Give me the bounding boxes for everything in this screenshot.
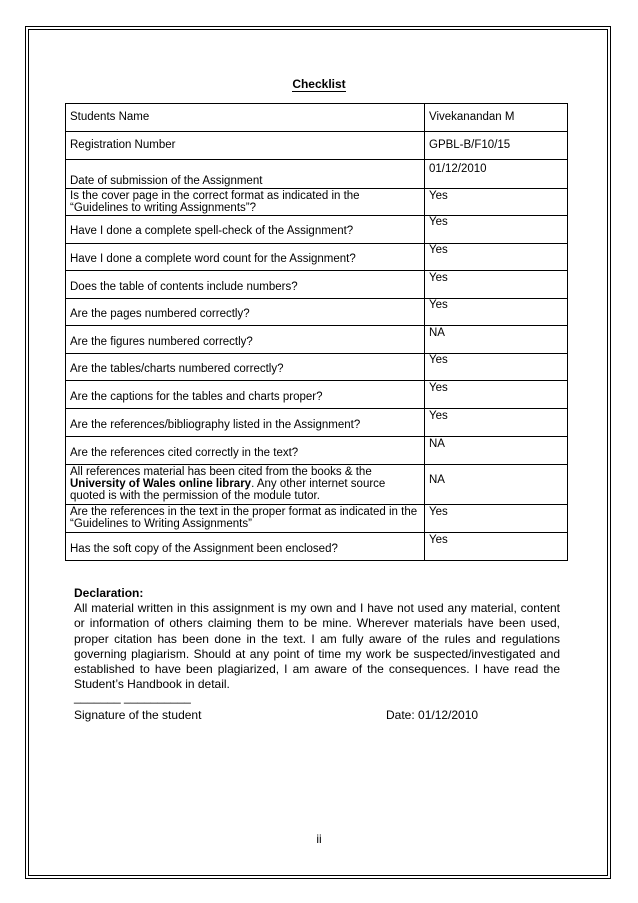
row-answer: NA — [425, 326, 568, 354]
table-row — [66, 409, 568, 437]
row-question: Has the soft copy of the Assignment been enclosed? — [66, 533, 425, 561]
row-answer: Yes — [425, 189, 568, 216]
table-row — [66, 104, 568, 132]
row-question: All references material has been cited from the books & the University of Wales online library. Any other internet source quoted is with the permission of the module tutor. — [66, 465, 425, 505]
signature-line: _______ __________ — [74, 690, 191, 704]
table-row — [66, 533, 568, 561]
declaration-body: All material written in this assignment is my own and I have not used any material, content or information of others claiming them to be mine. Wherever materials have been used, proper citation has been done in the text. I am fully aware of the rules and regulations governing plagiarism. Should at any point of time my work be suspected/investigated and established to have been plagiarized, I am aware of the consequences. I have read the Student’s Handbook in detail. — [74, 601, 560, 692]
row-answer: Yes — [425, 299, 568, 326]
row-answer: Yes — [425, 244, 568, 271]
row-question: Are the figures numbered correctly? — [66, 326, 425, 354]
row-answer: Yes — [425, 354, 568, 381]
page-number: ii — [316, 832, 322, 846]
row-answer: Yes — [425, 381, 568, 409]
table-row — [66, 505, 568, 533]
checklist-table — [65, 103, 568, 561]
row-question: Have I done a complete word count for the Assignment? — [66, 244, 425, 271]
row-answer: Yes — [425, 533, 568, 561]
table-row — [66, 437, 568, 465]
row-answer: 01/12/2010 — [425, 160, 568, 189]
row-question: Is the cover page in the correct format as indicated in the “Guidelines to writing Assignments”? — [66, 189, 425, 216]
row-answer: Yes — [425, 409, 568, 437]
row-question: Are the pages numbered correctly? — [66, 299, 425, 326]
row-answer: Yes — [425, 505, 568, 533]
row-question: Are the tables/charts numbered correctly? — [66, 354, 425, 381]
signature-label: Signature of the student — [74, 708, 202, 722]
row-question: Are the captions for the tables and charts proper? — [66, 381, 425, 409]
table-row — [66, 244, 568, 271]
row-question: Registration Number — [66, 132, 425, 160]
table-row — [66, 326, 568, 354]
row-question: Does the table of contents include numbers? — [66, 271, 425, 299]
declaration-title: Declaration: — [74, 586, 144, 600]
page-title: Checklist — [292, 77, 346, 91]
row-question: Are the references/bibliography listed in the Assignment? — [66, 409, 425, 437]
row-answer: Yes — [425, 216, 568, 244]
table-row — [66, 160, 568, 189]
table-row — [66, 299, 568, 326]
row-question: Are the references in the text in the proper format as indicated in the “Guidelines to Writing Assignments” — [66, 505, 425, 533]
table-row — [66, 189, 568, 216]
row-answer: GPBL-B/F10/15 — [425, 132, 568, 160]
table-row — [66, 132, 568, 160]
row-question: Students Name — [66, 104, 425, 132]
row-question: Are the references cited correctly in the text? — [66, 437, 425, 465]
table-row — [66, 271, 568, 299]
row-answer: NA — [425, 437, 568, 465]
row-question: Date of submission of the Assignment — [66, 160, 425, 189]
table-row — [66, 354, 568, 381]
row-answer: NA — [425, 465, 568, 505]
table-row — [66, 216, 568, 244]
date-label: Date: 01/12/2010 — [386, 708, 479, 722]
table-row — [66, 465, 568, 505]
row-answer: Vivekanandan M — [425, 104, 568, 132]
declaration — [74, 586, 560, 692]
table-row — [66, 381, 568, 409]
row-question: Have I done a complete spell-check of the Assignment? — [66, 216, 425, 244]
row-answer: Yes — [425, 271, 568, 299]
